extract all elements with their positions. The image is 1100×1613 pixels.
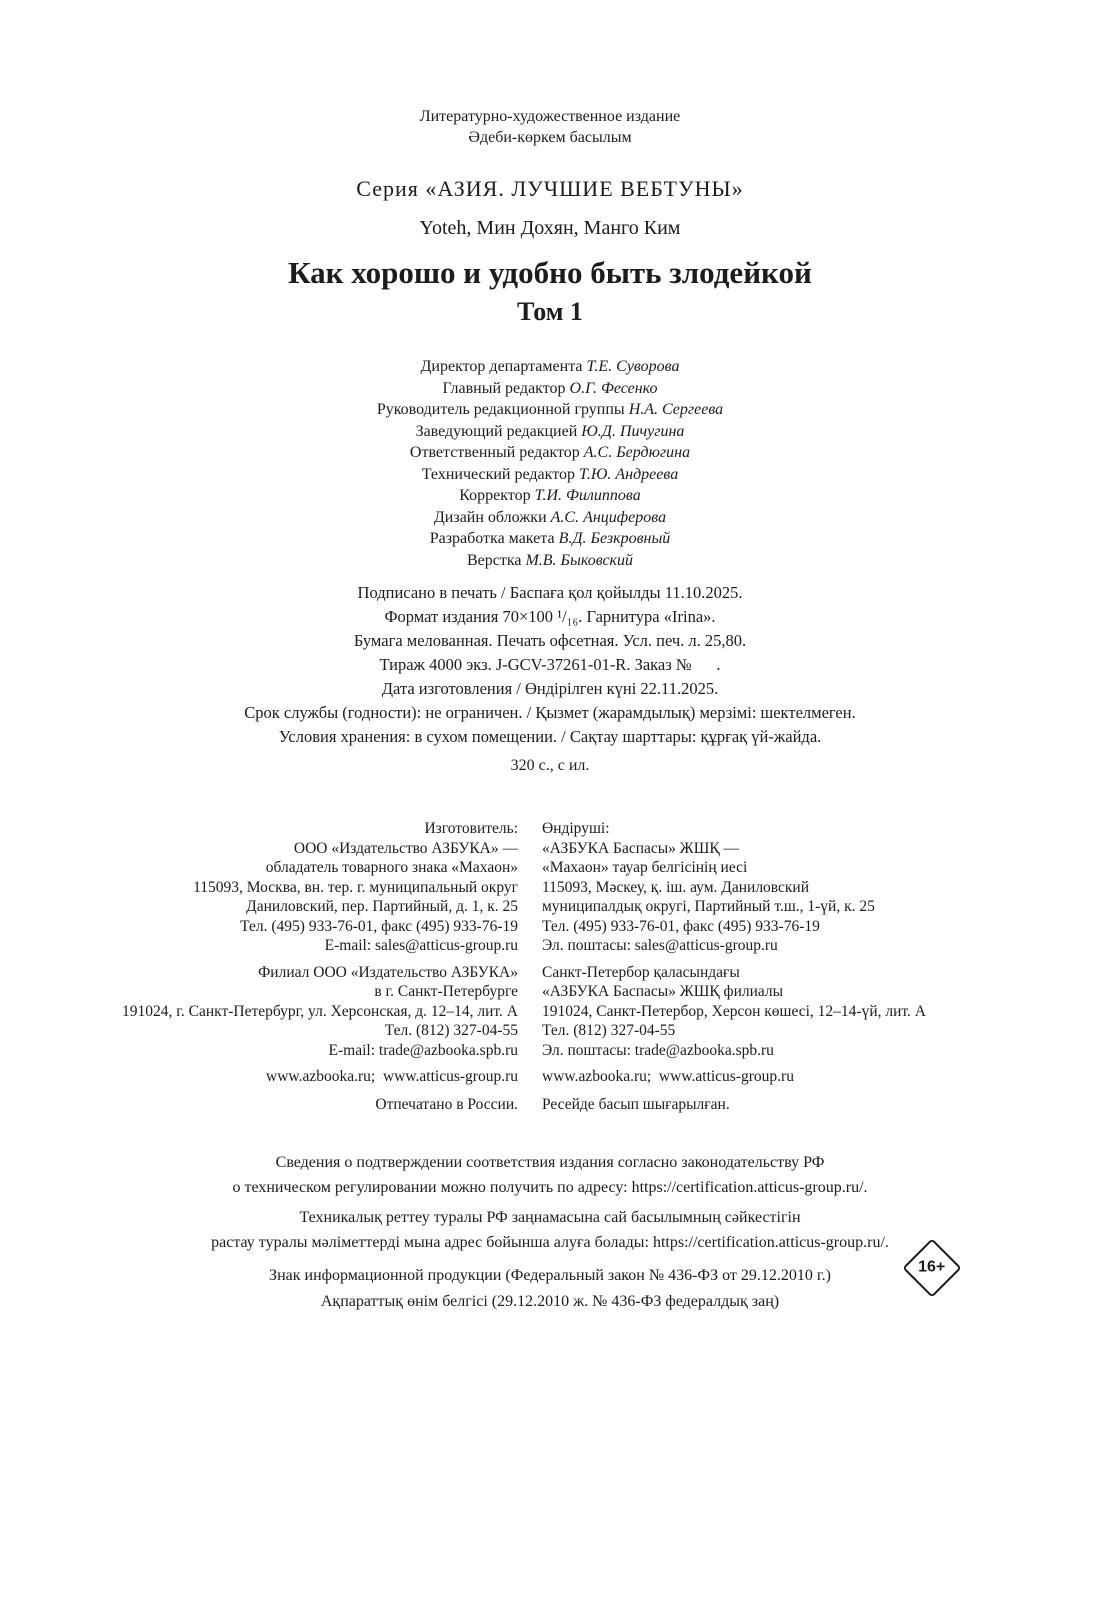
staff-name: М.В. Быковский [525, 551, 634, 569]
staff-name: Ю.Д. Пичугина [581, 422, 685, 440]
branch-line: Тел. (812) 327-04-55 [542, 1022, 676, 1039]
branch-line: Филиал ООО «Издательство АЗБУКА» [258, 963, 518, 981]
staff-line [0, 356, 1100, 378]
print-line: Формат издания 70×100 ¹/₁₆. Гарнитура «Irina». [384, 607, 716, 626]
branch-line: Тел. (812) 327-04-55 [384, 1022, 518, 1039]
staff-line [0, 550, 1100, 572]
manufacturer-email: E-mail: sales@atticus-group.ru [324, 937, 518, 954]
info-sign-line: Ақпараттық өнім белгісі (29.12.2010 ж. № 436-ФЗ федералдық заң) [320, 1293, 780, 1310]
print-line: Тираж 4000 экз. J-GCV-37261-01-R. Заказ № . [379, 655, 721, 674]
printed-in-ru: Отпечатано в России. [375, 1095, 518, 1113]
manufacturer-line: 115093, Москва, вн. тер. г. муниципальный округ [193, 878, 518, 896]
branch-line: Санкт-Петербор қаласындағы [542, 963, 740, 981]
manufacturer-line: Тел. (495) 933-76-01, факс (495) 933-76-19 [542, 917, 820, 935]
manufacturer-line: муниципалдық округі, Партийный т.ш., 1-үй, к. 25 [542, 898, 875, 915]
print-line: Бумага мелованная. Печать офсетная. Усл. печ. л. 25,80. [353, 631, 747, 650]
branch-line: «АЗБУКА Баспасы» ЖШҚ филиалы [542, 983, 784, 1000]
staff-line [0, 507, 1100, 529]
authors-line: Yoteh, Мин Дохян, Манго Ким [419, 217, 681, 239]
volume-number: Том 1 [517, 297, 583, 326]
publisher-column-kz [530, 819, 1086, 1114]
branch-kz [542, 963, 1086, 1061]
age-rating-label: 16+ [918, 1258, 946, 1276]
staff-role: Руководитель редакционной группы [376, 401, 625, 418]
certification-note-ru [0, 1150, 1100, 1200]
staff-name: В.Д. Безкровный [558, 530, 671, 547]
print-details [0, 581, 1100, 749]
staff-role: Разработка макета [429, 530, 555, 547]
staff-line [0, 399, 1100, 421]
branch-line: 191024, г. Санкт-Петербург, ул. Херсонская, д. 12–14, лит. А [122, 1002, 518, 1020]
manufacturer-line: «АЗБУКА Баспасы» ЖШҚ — [542, 839, 740, 857]
staff-role: Корректор [459, 487, 531, 504]
manufacturer-line: «Махаон» тауар белгісінің иесі [542, 859, 748, 876]
edition-type [0, 106, 1100, 148]
branch-email: Эл. поштасы: trade@azbooka.spb.ru [542, 1041, 774, 1059]
manufacturer-line: Өндіруші: [542, 820, 610, 837]
staff-line [0, 442, 1100, 464]
branch-email: E-mail: trade@azbooka.spb.ru [328, 1041, 518, 1059]
pages-note: 320 с., с ил. [510, 757, 590, 774]
staff-line [0, 485, 1100, 507]
manufacturer-line: обладатель товарного знака «Махаон» [265, 859, 518, 876]
edition-line-ru: Литературно-художественное издание [419, 108, 681, 125]
certification-line: о техническом регулировании можно получить по адресу: https://certification.atticus-group.ru/. [232, 1179, 868, 1196]
staff-name: Т.Ю. Андреева [578, 465, 679, 483]
manufacturer-line: ООО «Издательство АЗБУКА» — [293, 839, 518, 857]
staff-name: О.Г. Фесенко [569, 379, 658, 397]
print-line: Дата изготовления / Өндірілген күні 22.11.2025. [381, 679, 719, 698]
publisher-column-ru [0, 819, 530, 1114]
staff-name: Т.Е. Суворова [586, 358, 680, 375]
staff-name: А.С. Анциферова [550, 508, 667, 526]
websites-kz: www.azbooka.ru; www.atticus-group.ru [542, 1068, 794, 1085]
publisher-columns [0, 819, 1100, 1114]
edition-line-kz: Әдеби-көркем басылым [468, 129, 632, 146]
staff-role: Дизайн обложки [433, 508, 547, 526]
staff-role: Технический редактор [421, 465, 575, 483]
manufacturer-line: 115093, Мәскеу, қ. іш. аум. Даниловский [542, 878, 810, 896]
staff-line [0, 421, 1100, 443]
staff-line [0, 464, 1100, 486]
staff-name: Т.И. Филиппова [534, 487, 641, 504]
staff-role: Директор департамента [420, 358, 583, 375]
manufacturer-ru [0, 819, 518, 956]
branch-line: 191024, Санкт-Петербор, Херсон көшесі, 12–14-үй, лит. А [542, 1002, 926, 1020]
staff-line [0, 528, 1100, 550]
book-title: Как хорошо и удобно быть злодейкой [288, 255, 812, 290]
branch-line: в г. Санкт-Петербурге [374, 983, 518, 1000]
websites-ru: www.azbooka.ru; www.atticus-group.ru [266, 1068, 518, 1085]
staff-line [0, 378, 1100, 400]
series-title: Серия «АЗИЯ. ЛУЧШИЕ ВЕБТУНЫ» [356, 176, 744, 201]
staff-name: Н.А. Сергеева [628, 401, 724, 418]
certification-line: растау туралы мәліметтерді мына адрес бойынша алуға болады: https://certification.atticus-group.ru/. [211, 1234, 889, 1251]
print-line: Подписано в печать / Баспаға қол қойылды 11.10.2025. [357, 583, 743, 602]
staff-name: А.С. Бердюгина [583, 444, 691, 461]
manufacturer-email: Эл. поштасы: sales@atticus-group.ru [542, 937, 778, 954]
manufacturer-kz [542, 819, 1086, 956]
manufacturer-line: Тел. (495) 933-76-01, факс (495) 933-76-19 [240, 917, 518, 935]
manufacturer-line: Даниловский, пер. Партийный, д. 1, к. 25 [246, 898, 518, 915]
certification-line: Сведения о подтверждении соответствия издания согласно законодательству РФ [275, 1154, 825, 1171]
printed-in-kz: Ресейде басып шығарылған. [542, 1095, 730, 1113]
branch-ru [0, 963, 518, 1061]
staff-role: Ответственный редактор [409, 444, 580, 461]
staff-list [0, 356, 1100, 571]
manufacturer-line: Изготовитель: [424, 820, 518, 837]
print-line: Срок службы (годности): не ограничен. / Қызмет (жарамдылық) мерзімі: шектелмеген. [244, 703, 856, 722]
info-sign-line: Знак информационной продукции (Федеральный закон № 436-ФЗ от 29.12.2010 г.) [269, 1267, 831, 1284]
staff-role: Верстка [466, 551, 522, 569]
staff-role: Главный редактор [442, 379, 566, 397]
certification-line: Техникалық реттеу туралы РФ заңнамасына сай басылымның сәйкестігін [299, 1209, 801, 1226]
staff-role: Заведующий редакцией [415, 422, 578, 440]
print-line: Условия хранения: в сухом помещении. / Сақтау шарттары: құрғақ үй-жайда. [278, 727, 822, 746]
